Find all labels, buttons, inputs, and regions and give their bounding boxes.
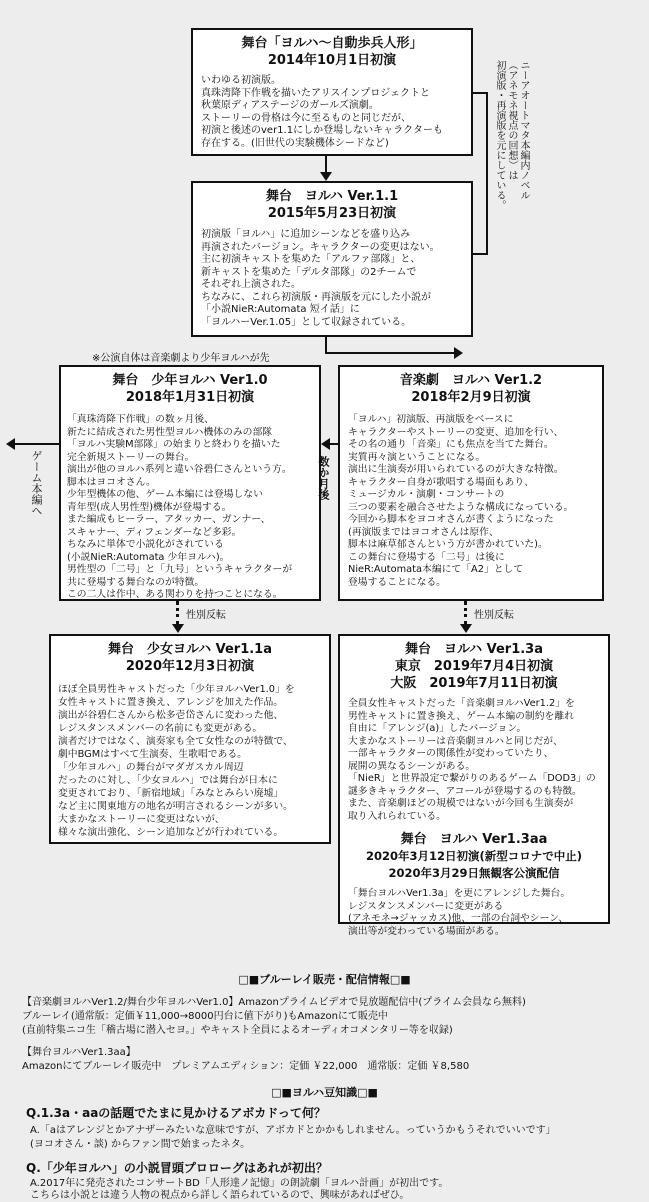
box-title: 音楽劇 ヨルハ Ver1.2 [399, 373, 543, 388]
box-shonen-yorha [59, 365, 321, 601]
box-title: 舞台 ヨルハ Ver1.3a [405, 642, 543, 657]
arrow-down-icon [320, 172, 332, 181]
connector-line [486, 92, 488, 254]
connector-line [473, 92, 487, 94]
box-date-tokyo: 東京 2019年7月4日初演 [394, 659, 554, 674]
arrow-down-icon [172, 624, 184, 633]
bluray-line: Amazonにてブルーレイ販売中 プレミアムエディション：定価 ￥22,000 通常版：定価 ￥8,580 [22, 1061, 470, 1072]
answer-2: こちらは小説とは違う人物の視点から詳しく語られているので、興味があればぜひ。 [30, 1190, 410, 1201]
dotted-connector [176, 601, 179, 625]
bluray-line: 【舞台ヨルハVer1.3aa】 [22, 1047, 136, 1058]
box-body: ほぼ全員男性キャストだった「少年ヨルハVer1.0」を 女性キャストに置き換え、アレンジを加えた作品。 演出が谷碧仁さんから松多壱岱さんに変わった他、 レジスタンスメンバーの名前にも変更がある。 演者だけではなく、演奏家も全て女性なのが特徴で、 劇中BGMはすべて生演奏、生歌唱である。 「少年ヨルハ」の舞台がマダガスカル周辺 だったのに対し、「少女ヨルハ」では舞台が日本に 変更されており、「新宿地域」「みなとみらい廃墟」 など主に関東地方の地名が明言されるシーンが多い。 大まかなストーリーに変更はないが、 様々な演出強化、シーン追加などが行われている。 [58, 684, 295, 838]
label-gender-flip: 性別反転 [474, 610, 514, 621]
bluray-line: (直前特集ニコ生「稽古場に潜入セヨ。」やキャスト全員によるオーディオコメンタリー等を収録) [22, 1025, 453, 1036]
box-body: いわゆる初演版。 真珠湾降下作戦を描いたアリスインプロジェクトと 秋葉原ディアステージのガールズ演劇。 ストーリーの骨格は今に至るものと同じだが、 初演と後述のver1.1にしか登場しないキャラクターも 存在する。(旧世代の実験機体シードなど) [201, 75, 443, 149]
sub-title: 舞台 ヨルハ Ver1.3aa [400, 832, 548, 847]
box-date: 2018年1月31日初演 [125, 390, 255, 405]
answer-1: (ヨコオさん・談) からファン間で始まったネタ。 [30, 1139, 251, 1150]
box-title: 舞台 ヨルハ Ver.1.1 [265, 189, 399, 204]
box-date: 2018年2月9日初演 [411, 390, 531, 405]
answer-2: A.2017年に発売されたコンサートBD「人形達ノ記憶」の朗読劇「ヨルハ計画」が初出です。 [30, 1178, 449, 1189]
dotted-connector [464, 601, 467, 625]
side-note: ニーアオートマタ本編内ノベル （アネモネ視点の回想）は 初演版・再演版を元にしている。 [494, 60, 529, 210]
box-title: 舞台 少年ヨルハ Ver1.0 [112, 373, 268, 388]
bluray-line: ブルーレイ(通常版：定価￥11,000→8000円台に値下がり)もAmazonにて販売中 [22, 1011, 388, 1022]
box-musical-yorha [338, 365, 604, 601]
sub-date-2: 2020年3月29日無観客公演配信 [388, 866, 560, 880]
box-date: 2014年10月1日初演 [267, 53, 397, 68]
box-body: 「ヨルハ」初演版、再演版をベースに キャラクターやストーリーの変更、追加を行い、 その名の通り「音楽」にも焦点を当てた舞台。 実質再々演ということになる。 演出に生演奏が用いられているのが大きな特徴。 キャラクター自身が歌唱する場面もあり、 ミュージカル・演劇・コンサートの 三つの要素を融合させたような構成になっている。 今回から脚本をヨコオさんが書くようになった (再演版まではヨコオさんは原作、 脚本は麻草郁さんという方が書かれていた)。 この舞台に登場する「二号」は後に NieR:Automata本編にて「A2」として 登場することになる。 [348, 414, 574, 588]
arrow-left-icon [6, 438, 15, 450]
connector-line [14, 443, 59, 445]
box-body: 「真珠湾降下作戦」の数ヶ月後、 新たに結成された男性型ヨルハ機体のみの部隊 「ヨルハ実験M部隊」の始まりと終わりを描いた 完全新規ストーリーの舞台。 演出が他のヨルハ系列と違い谷碧仁さんという方。 脚本はヨコオさん。 少年型機体の他、ゲーム本編には登場しない 青年型(成人男性型)機体が登場する。 また編成もヒーラー、アタッカー、ガンナー、 スキャナー、ディフェンダーなど多彩。 ちなみに単体で小説化がされている (小説NieR:Automata 少年ヨルハ)。 男性型の「二号」と「九号」というキャラクターが 共に登場する舞台なのが特徴。 この二人は作中、ある関わりを持つことになる。 [67, 414, 293, 600]
box-date: 2015年5月23日初演 [267, 206, 397, 221]
box-title: 舞台 少女ヨルハ Ver1.1a [108, 642, 272, 657]
box-shojo-yorha [49, 634, 331, 844]
sub-date-1: 2020年3月12日初演(新型コロナで中止) [365, 849, 583, 863]
box-body: 初演版「ヨルハ」に追加シーンなどを盛り込み 再演されたバージョン。キャラクターの変更はない。 主に初演キャストを集めた「アルファ部隊」と、 新キャストを集めた「デルタ部隊」の2チームで それぞれ上演された。 ちなみに、これら初演版・再演版を元にした小説が 「小説NieR:Automata 短イ話」に 「ヨルハーVer.1.05」として収録されている。 [201, 229, 440, 328]
box-title: 舞台「ヨルハ～自動歩兵人形」 [241, 36, 423, 51]
connector-line [472, 253, 488, 255]
box-yorha-ver1-1 [191, 181, 473, 337]
box-yorha-ver1-3a [338, 634, 610, 937]
label-gender-flip: 性別反転 [186, 610, 226, 621]
arrow-left-icon [321, 438, 330, 450]
arrow-right-icon [454, 347, 463, 359]
sub-body: 「舞台ヨルハVer1.3a」を更にアレンジした舞台。 レジスタンスメンバーに変更がある (アネモネ→ジャッカス)他、一部の台詞やシーン、 演出等が変わっている場面がある。 [348, 888, 571, 937]
question-1: Q.1.3a・aaの話題でたまに見かけるアボカドって何？ [26, 1106, 326, 1120]
box-body: 全員女性キャストだった「音楽劇ヨルハVer1.2」を 男性キャストに置き換え、ゲーム本編の制約を離れ 自由に「アレンジ(a)」したバージョン。 大まかなストーリーは音楽劇ヨルハと同じだが、 一部キャラクターの関係性が変わっていたり、 展開の異なるシーンがある。 「NieR」と世界設定で繋がりのあるゲーム「DOD3」の 謎多きキャラクター、アコールが登場するのも特徴。 また、音楽劇ほどの規模ではないが今回も生演奏が 取り入れられている。 [348, 698, 596, 822]
question-2: Q.「少年ヨルハ」の小説冒頭プロローグはあれが初出？ [26, 1161, 328, 1175]
connector-line [325, 337, 327, 353]
bluray-line: 【音楽劇ヨルハVer1.2/舞台少年ヨルハVer1.0】Amazonプライムビデオで見放題配信中(プライム会員なら無料) [22, 997, 526, 1008]
note-musical: ※公演自体は音楽劇より少年ヨルハが先 [92, 353, 270, 364]
box-date: 2020年12月3日初演 [125, 659, 255, 674]
box-yorha-original [191, 28, 473, 156]
trivia-title: □■ヨルハ豆知識□■ [271, 1086, 378, 1099]
arrow-down-icon [460, 624, 472, 633]
bluray-title: □■ブルーレイ販売・配信情報□■ [238, 973, 411, 986]
box-date-osaka: 大阪 2019年7月11日初演 [390, 676, 558, 691]
answer-1: A.「aはアレンジとかアナザーみたいな意味ですが、アボカドとかかもしれません。っていうかもうそれでいいです」 [30, 1125, 556, 1136]
label-months-later: 数か月後 [317, 456, 330, 500]
label-to-game: ゲーム本編へ [30, 450, 43, 516]
connector-line [325, 352, 457, 354]
